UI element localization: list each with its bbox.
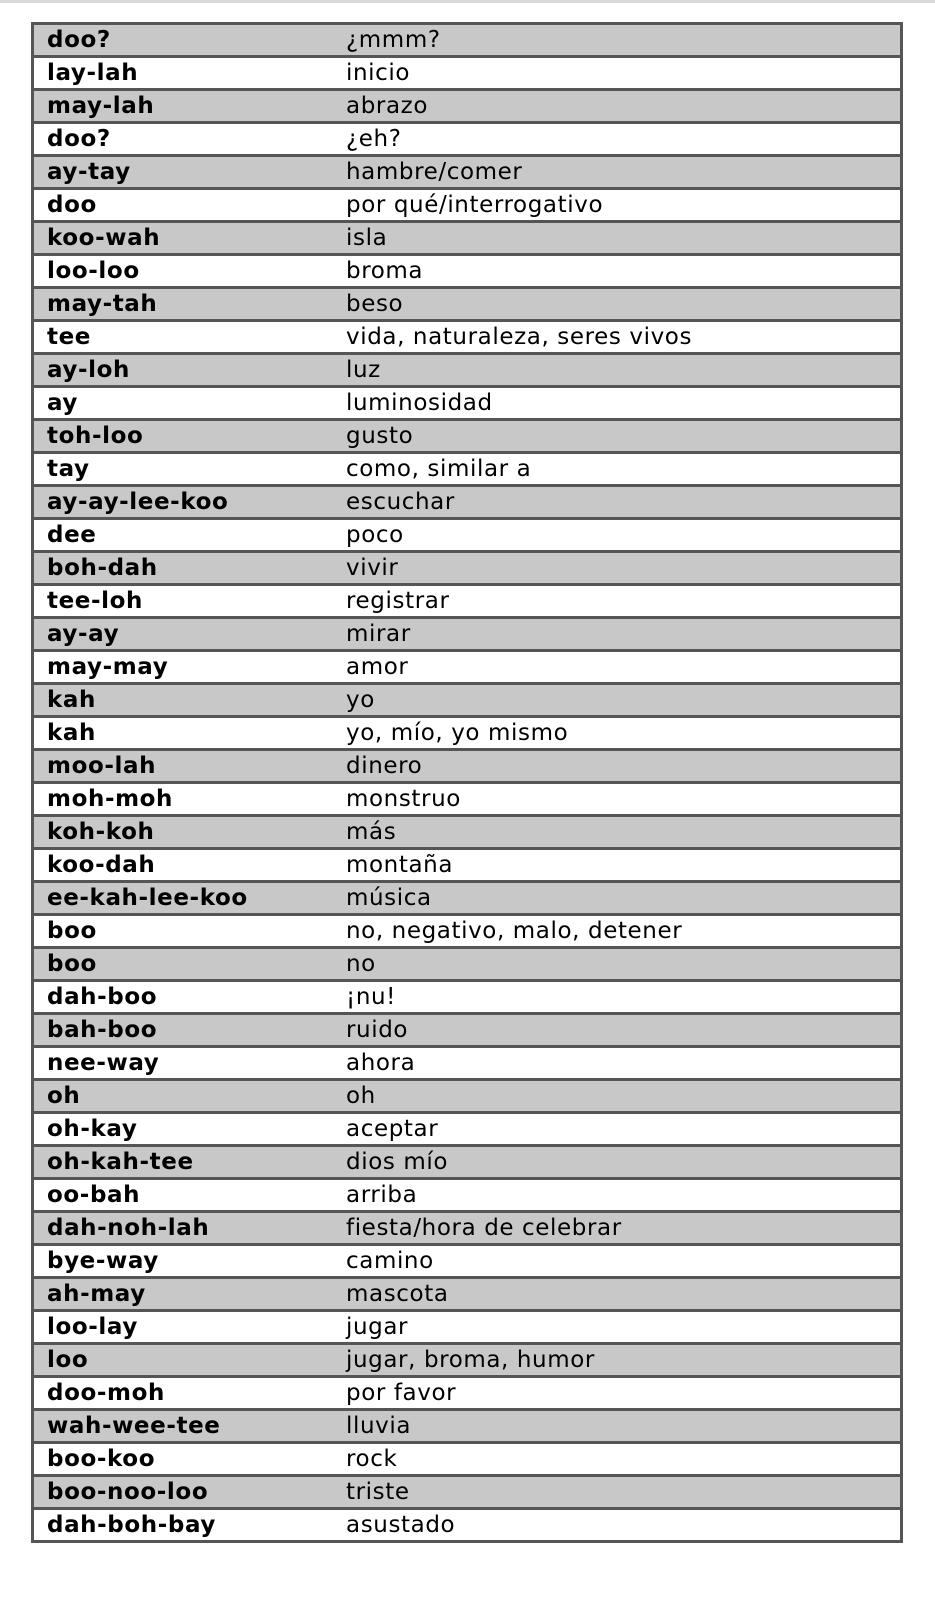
meaning-cell: fiesta/hora de celebrar (333, 1212, 902, 1245)
table-row (33, 981, 902, 1014)
word-cell: tee (33, 321, 334, 354)
table-row (33, 1344, 902, 1377)
table-row (33, 255, 902, 288)
meaning-cell: ahora (333, 1047, 902, 1080)
meaning-cell: triste (333, 1476, 902, 1509)
word-cell: kah (33, 684, 334, 717)
table-row (33, 948, 902, 981)
table-row (33, 1410, 902, 1443)
table-row (33, 90, 902, 123)
word-cell: moh-moh (33, 783, 334, 816)
word-cell: boo (33, 915, 334, 948)
table-row (33, 1146, 902, 1179)
table-row (33, 552, 902, 585)
table-row (33, 651, 902, 684)
table-row (33, 519, 902, 552)
word-cell: tay (33, 453, 334, 486)
table-row (33, 354, 902, 387)
table-row (33, 24, 902, 57)
word-cell: boo-noo-loo (33, 1476, 334, 1509)
word-cell: doo (33, 189, 334, 222)
meaning-cell: mirar (333, 618, 902, 651)
table-row (33, 585, 902, 618)
word-cell: wah-wee-tee (33, 1410, 334, 1443)
word-cell: dah-boo (33, 981, 334, 1014)
meaning-cell: arriba (333, 1179, 902, 1212)
meaning-cell: yo (333, 684, 902, 717)
table-row (33, 156, 902, 189)
word-cell: lay-lah (33, 57, 334, 90)
table-row (33, 816, 902, 849)
table-row (33, 387, 902, 420)
table-row (33, 750, 902, 783)
meaning-cell: isla (333, 222, 902, 255)
word-cell: nee-way (33, 1047, 334, 1080)
meaning-cell: jugar, broma, humor (333, 1344, 902, 1377)
word-cell: ay-tay (33, 156, 334, 189)
word-cell: bye-way (33, 1245, 334, 1278)
meaning-cell: luminosidad (333, 387, 902, 420)
meaning-cell: inicio (333, 57, 902, 90)
meaning-cell: asustado (333, 1509, 902, 1542)
meaning-cell: beso (333, 288, 902, 321)
meaning-cell: montaña (333, 849, 902, 882)
word-cell: koo-wah (33, 222, 334, 255)
word-cell: loo-loo (33, 255, 334, 288)
meaning-cell: camino (333, 1245, 902, 1278)
word-cell: ay-loh (33, 354, 334, 387)
word-cell: kah (33, 717, 334, 750)
word-cell: oo-bah (33, 1179, 334, 1212)
meaning-cell: ¿eh? (333, 123, 902, 156)
word-cell: dah-boh-bay (33, 1509, 334, 1542)
meaning-cell: no, negativo, malo, detener (333, 915, 902, 948)
word-cell: boo-koo (33, 1443, 334, 1476)
table-row (33, 1245, 902, 1278)
table-row (33, 849, 902, 882)
table-row (33, 486, 902, 519)
vocabulary-table (31, 22, 903, 1543)
top-divider (0, 0, 935, 3)
word-cell: koh-koh (33, 816, 334, 849)
table-row (33, 1443, 902, 1476)
word-cell: ay-ay (33, 618, 334, 651)
meaning-cell: dinero (333, 750, 902, 783)
word-cell: oh-kah-tee (33, 1146, 334, 1179)
table-row (33, 1014, 902, 1047)
meaning-cell: luz (333, 354, 902, 387)
table-row (33, 420, 902, 453)
word-cell: bah-boo (33, 1014, 334, 1047)
table-row (33, 189, 902, 222)
word-cell: boo (33, 948, 334, 981)
word-cell: dah-noh-lah (33, 1212, 334, 1245)
meaning-cell: lluvia (333, 1410, 902, 1443)
vocabulary-table-body (33, 24, 902, 1542)
word-cell: ay (33, 387, 334, 420)
meaning-cell: monstruo (333, 783, 902, 816)
word-cell: may-may (33, 651, 334, 684)
word-cell: tee-loh (33, 585, 334, 618)
meaning-cell: oh (333, 1080, 902, 1113)
meaning-cell: yo, mío, yo mismo (333, 717, 902, 750)
word-cell: doo-moh (33, 1377, 334, 1410)
word-cell: dee (33, 519, 334, 552)
word-cell: oh-kay (33, 1113, 334, 1146)
table-row (33, 1476, 902, 1509)
meaning-cell: ¡nu! (333, 981, 902, 1014)
meaning-cell: por qué/interrogativo (333, 189, 902, 222)
word-cell: moo-lah (33, 750, 334, 783)
table-row (33, 123, 902, 156)
meaning-cell: mascota (333, 1278, 902, 1311)
meaning-cell: gusto (333, 420, 902, 453)
table-row (33, 288, 902, 321)
table-row (33, 1278, 902, 1311)
word-cell: koo-dah (33, 849, 334, 882)
word-cell: ah-may (33, 1278, 334, 1311)
meaning-cell: por favor (333, 1377, 902, 1410)
table-row (33, 684, 902, 717)
meaning-cell: más (333, 816, 902, 849)
word-cell: oh (33, 1080, 334, 1113)
table-row (33, 717, 902, 750)
word-cell: doo? (33, 24, 334, 57)
word-cell: may-lah (33, 90, 334, 123)
table-row (33, 57, 902, 90)
word-cell: toh-loo (33, 420, 334, 453)
meaning-cell: registrar (333, 585, 902, 618)
word-cell: loo-lay (33, 1311, 334, 1344)
meaning-cell: ruido (333, 1014, 902, 1047)
word-cell: loo (33, 1344, 334, 1377)
table-row (33, 783, 902, 816)
table-row (33, 1179, 902, 1212)
meaning-cell: escuchar (333, 486, 902, 519)
table-row (33, 618, 902, 651)
word-cell: doo? (33, 123, 334, 156)
meaning-cell: vida, naturaleza, seres vivos (333, 321, 902, 354)
table-row (33, 1509, 902, 1542)
meaning-cell: vivir (333, 552, 902, 585)
meaning-cell: jugar (333, 1311, 902, 1344)
meaning-cell: no (333, 948, 902, 981)
table-row (33, 222, 902, 255)
word-cell: ay-ay-lee-koo (33, 486, 334, 519)
table-row (33, 321, 902, 354)
table-row (33, 1047, 902, 1080)
word-cell: may-tah (33, 288, 334, 321)
table-row (33, 1080, 902, 1113)
table-row (33, 1377, 902, 1410)
meaning-cell: como, similar a (333, 453, 902, 486)
meaning-cell: aceptar (333, 1113, 902, 1146)
meaning-cell: dios mío (333, 1146, 902, 1179)
meaning-cell: poco (333, 519, 902, 552)
meaning-cell: amor (333, 651, 902, 684)
table-row (33, 1113, 902, 1146)
meaning-cell: ¿mmm? (333, 24, 902, 57)
meaning-cell: abrazo (333, 90, 902, 123)
meaning-cell: broma (333, 255, 902, 288)
word-cell: boh-dah (33, 552, 334, 585)
table-row (33, 915, 902, 948)
table-row (33, 1311, 902, 1344)
meaning-cell: música (333, 882, 902, 915)
word-cell: ee-kah-lee-koo (33, 882, 334, 915)
meaning-cell: hambre/comer (333, 156, 902, 189)
table-row (33, 882, 902, 915)
table-row (33, 453, 902, 486)
table-row (33, 1212, 902, 1245)
meaning-cell: rock (333, 1443, 902, 1476)
